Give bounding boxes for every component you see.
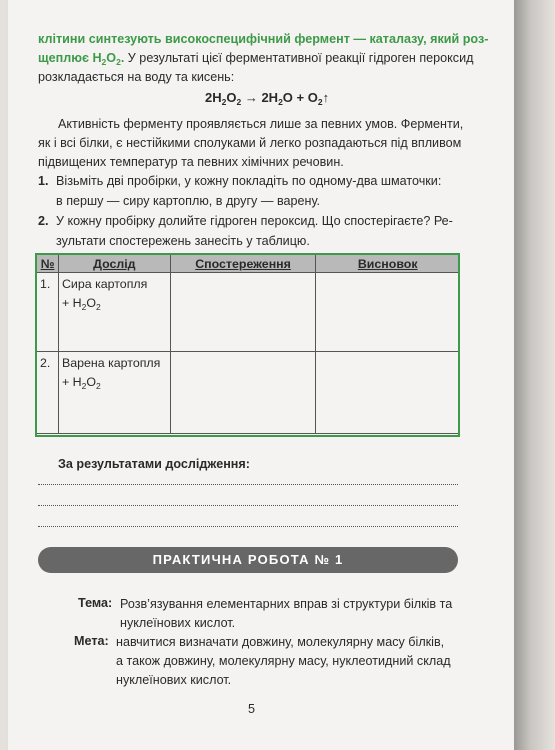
row-2-observation-cell[interactable] bbox=[170, 352, 316, 434]
row-2-num: 2. bbox=[37, 352, 59, 434]
practical-work-banner: ПРАКТИЧНА РОБОТА № 1 bbox=[38, 547, 458, 573]
row-2-line-2b: O bbox=[86, 375, 96, 389]
step-2-num: 2. bbox=[38, 214, 49, 228]
row-1-line-2a: + H bbox=[61, 296, 82, 310]
answer-line-1[interactable] bbox=[38, 484, 458, 485]
eq-b: O bbox=[226, 90, 237, 105]
table-row bbox=[37, 273, 460, 352]
row-2-sub1: 2 bbox=[81, 381, 87, 391]
page-number: 5 bbox=[248, 702, 256, 716]
tema-label: Тема: bbox=[78, 596, 113, 610]
intro-line-2 bbox=[38, 49, 473, 69]
step-2-line-1: У кожну пробірку долийте гідроген пероксид. Що спостерігаєте? Ре- bbox=[56, 214, 453, 228]
results-label: За результатами дослідження: bbox=[58, 457, 250, 471]
row-2-experiment bbox=[58, 352, 170, 434]
row-2-line-1: Варена картопля bbox=[61, 356, 161, 370]
eq-s2: 2 bbox=[236, 97, 242, 107]
tema-line-1: Розв’язування елементарних вправ зі структури білків та bbox=[120, 597, 453, 611]
intro-l2-b: O bbox=[106, 51, 117, 65]
table-header-row bbox=[37, 255, 460, 273]
intro-line-1-text: клітини синтезують високоспецифічний фермент — каталазу, який роз- bbox=[38, 32, 489, 46]
reaction-equation bbox=[205, 90, 329, 105]
intro-l2-rest: У результаті цієї ферментативної реакції гідроген пероксид bbox=[124, 51, 474, 65]
eq-e: ↑ bbox=[322, 90, 330, 105]
paragraph2-line-2: як і всі білки, є нестійкими сполуками й легко розпадаються під впливом bbox=[38, 136, 462, 150]
header-conclusion: Висновок bbox=[316, 255, 460, 273]
header-observation: Спостереження bbox=[170, 255, 316, 273]
eq-s1: 2 bbox=[221, 97, 227, 107]
step-1-line-2: в першу — сиру картоплю, в другу — варену. bbox=[56, 193, 320, 208]
paragraph2-line-3: підвищених температур та певних хімічних речовин. bbox=[38, 155, 344, 169]
row-1-conclusion-cell[interactable] bbox=[316, 273, 460, 352]
answer-line-2[interactable] bbox=[38, 505, 458, 506]
step-1-line-1: Візьміть дві пробірки, у кожну покладіть по одному-два шматочки: bbox=[56, 174, 442, 188]
eq-a: 2H bbox=[205, 90, 222, 105]
intro-line-1 bbox=[38, 30, 488, 50]
tema-text bbox=[120, 595, 452, 633]
eq-s4: 2 bbox=[317, 97, 323, 107]
intro-l2-sub2: 2 bbox=[116, 57, 121, 67]
intro-l2-c: . bbox=[120, 51, 125, 65]
meta-label: Мета: bbox=[74, 634, 109, 648]
row-2-conclusion-cell[interactable] bbox=[316, 352, 460, 434]
step-1-num: 1. bbox=[38, 174, 49, 188]
eq-d: O + O bbox=[282, 90, 318, 105]
step-2-line-2: зультати спостережень занесіть у таблицю. bbox=[56, 233, 310, 248]
eq-s3: 2 bbox=[278, 97, 283, 107]
meta-line-2: а також довжину, молекулярну масу, нуклеотидний склад bbox=[116, 654, 451, 668]
meta-line-3: нуклеїнових кислот. bbox=[116, 673, 232, 687]
row-1-line-2b: O bbox=[86, 296, 96, 310]
row-2-sub2: 2 bbox=[95, 381, 101, 391]
row-1-num: 1. bbox=[37, 273, 59, 352]
intro-line-3: розкладається на воду та кисень: bbox=[38, 70, 235, 84]
table-row bbox=[37, 352, 460, 434]
intro-l2-a: щеплює H bbox=[38, 51, 102, 65]
header-number: № bbox=[37, 255, 59, 273]
row-2-line-2a: + H bbox=[61, 375, 82, 389]
answer-line-3[interactable] bbox=[38, 526, 458, 527]
paragraph2-line-1: Активність ферменту проявляється лише за певних умов. Ферменти, bbox=[58, 117, 464, 131]
page-edge bbox=[514, 0, 555, 750]
meta-line-1: навчитися визначати довжину, молекулярну масу білків, bbox=[116, 635, 445, 649]
meta-text bbox=[116, 633, 451, 690]
step-1 bbox=[38, 172, 441, 211]
row-1-experiment bbox=[58, 273, 170, 352]
row-1-line-1: Сира картопля bbox=[61, 277, 148, 291]
eq-c: → 2H bbox=[241, 90, 279, 105]
row-1-sub2: 2 bbox=[95, 302, 101, 312]
header-experiment: Дослід bbox=[58, 255, 170, 273]
step-2 bbox=[38, 212, 453, 251]
intro-l2-sub1: 2 bbox=[101, 57, 107, 67]
observation-table bbox=[36, 254, 460, 434]
row-1-sub1: 2 bbox=[81, 302, 87, 312]
tema-line-2: нуклеїнових кислот. bbox=[120, 616, 236, 630]
row-1-observation-cell[interactable] bbox=[170, 273, 316, 352]
